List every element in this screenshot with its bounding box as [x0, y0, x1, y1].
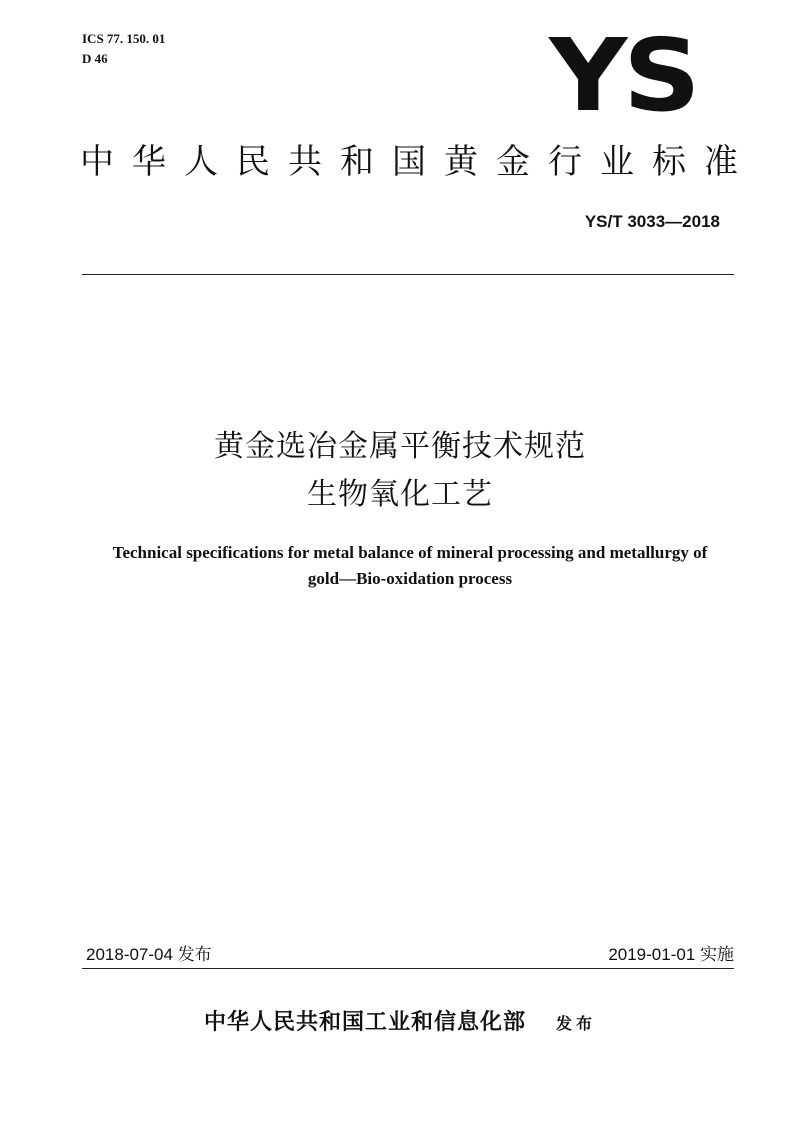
publisher-line: [0, 1008, 800, 1039]
publisher-suffix: 发布: [556, 1014, 597, 1033]
implementation-date: 2019-01-01 实施: [608, 945, 734, 964]
ics-code: ICS 77. 150. 01: [82, 31, 166, 46]
standard-logo: YS: [548, 17, 696, 134]
standard-number: YS/T 3033—2018: [584, 212, 720, 231]
issue-date: 2018-07-04 发布: [86, 945, 212, 964]
document-title-en: Technical specifications for metal balance of mineral processing and metallurgy of gold—Bio-oxidation process: [112, 543, 708, 588]
document-title-cn-line2: 生物氧化工艺: [307, 477, 493, 512]
standard-category-title: 中华人民共和国黄金行业标准: [80, 142, 740, 182]
top-divider: [82, 274, 734, 275]
publisher-name: 中华人民共和国工业和信息化部: [203, 1010, 526, 1035]
bottom-divider: [82, 968, 734, 969]
ccs-code: D 46: [82, 51, 108, 66]
document-title-cn-line1: 黄金选冶金属平衡技术规范: [214, 429, 586, 464]
